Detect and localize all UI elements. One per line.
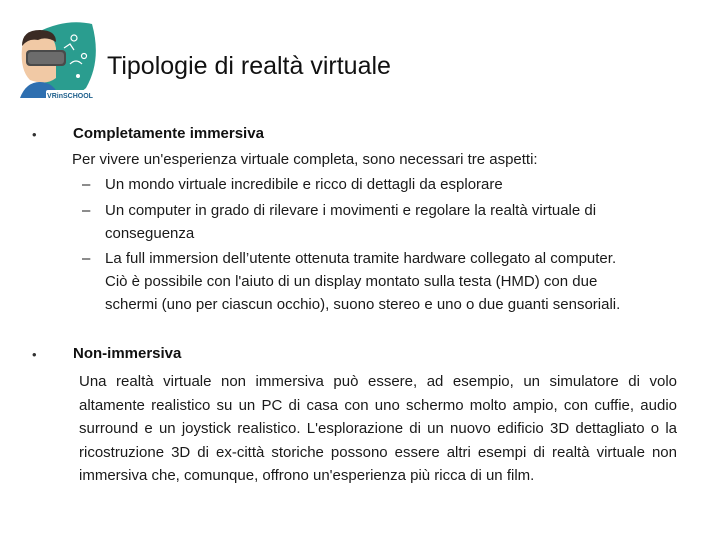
section-heading-non-immersive: Non-immersiva [73,345,182,362]
section-body: Una realtà virtuale non immersiva può essere, ad esempio, un simulatore di volo altamente realistico su un PC di casa con uno schermo molto ampio, con cuffie, audio surround e un joystick realistico. L'esplorazione di un nuovo edificio 3D dettagliato o la ricostruzione 3D di ex-città storiche possono essere altri esempi di realtà virtuale non immersiva che, comunque, offrono un'esperienza più ricca di un film. [79,373,677,485]
section-intro: Per vivere un'esperienza virtuale completa, sono necessari tre aspetti: [72,151,538,168]
list-item-line: schermi (uno per ciascun occhio), suono stereo e uno o due guanti sensoriali. [105,296,621,313]
list-item-line: Un computer in grado di rilevare i movimenti e regolare la realtà virtuale di [105,202,597,219]
vr-in-school-logo [16,20,102,102]
list-item-line: La full immersion dell’utente ottenuta tramite hardware collegato al computer. [105,250,617,267]
list-item-line: Un mondo virtuale incredibile e ricco di dettagli da esplorare [105,176,503,193]
page-title: Tipologie di realtà virtuale [107,52,391,80]
dash-bullet-icon: – [82,202,91,219]
bullet-icon: • [32,347,37,362]
dash-bullet-icon: – [82,250,91,267]
dash-bullet-icon: – [82,176,91,193]
list-item-line: conseguenza [105,225,195,242]
section-heading-immersive: Completamente immersiva [73,125,264,142]
list-item-line: Ciò è possibile con l'aiuto di un display montato sulla testa (HMD) con due [105,273,598,290]
svg-text:VRinSCHOOL: VRinSCHOOL [47,93,93,100]
bullet-icon: • [32,127,37,142]
